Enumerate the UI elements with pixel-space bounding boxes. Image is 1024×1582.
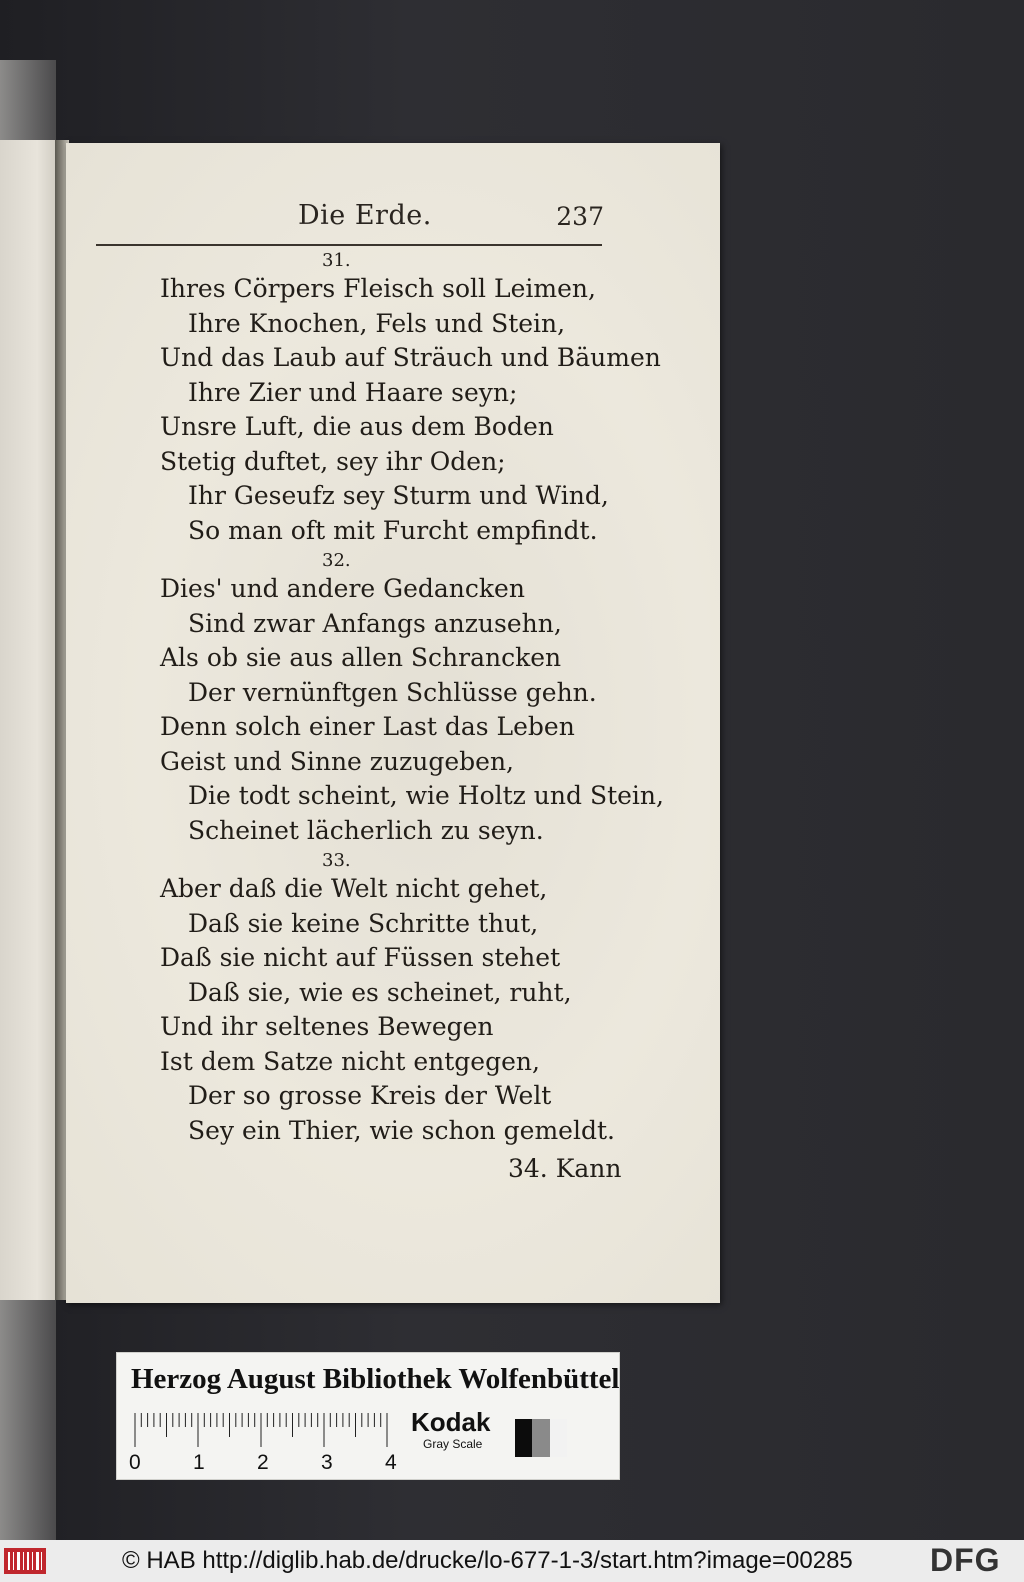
gray-scale-patches xyxy=(515,1419,567,1457)
stanza xyxy=(160,850,620,1148)
source-link[interactable]: © HAB http://diglib.hab.de/drucke/lo-677-1-3/start.htm?image=00285 xyxy=(122,1547,853,1574)
ruler-numbers xyxy=(127,1451,407,1475)
verse-line: Scheinet lächerlich zu seyn. xyxy=(188,815,544,845)
gray-scale-label: Gray Scale xyxy=(423,1437,483,1451)
page-number: 237 xyxy=(556,202,604,231)
verse-line: Ihre Zier und Haare seyn; xyxy=(188,377,518,407)
library-name: Herzog August Bibliothek Wolfenbüttel xyxy=(131,1363,620,1395)
facing-page xyxy=(0,140,62,1300)
footer-bar xyxy=(0,1540,1024,1582)
verse-line: Unsre Luft, die aus dem Boden xyxy=(160,412,554,441)
stanza xyxy=(160,250,661,548)
gray-patch-black xyxy=(515,1419,532,1457)
verse-line: Daß sie nicht auf Füssen stehet xyxy=(160,943,561,972)
ruler-number: 2 xyxy=(257,1451,269,1474)
verse-line: Und ihr seltenes Bewegen xyxy=(160,1012,494,1041)
verse-line: Daß sie keine Schritte thut, xyxy=(188,908,539,938)
verse-line: Sind zwar Anfangs anzusehn, xyxy=(188,608,562,638)
ruler-number: 3 xyxy=(321,1451,333,1474)
kodak-logo: Kodak xyxy=(411,1407,491,1437)
verse-line: Der vernünftgen Schlüsse gehn. xyxy=(188,677,597,707)
verse-line: Geist und Sinne zuzugeben, xyxy=(160,746,514,776)
verse-line: Die todt scheint, wie Holtz und Stein, xyxy=(188,781,664,810)
stanza xyxy=(160,550,664,848)
verse-line: Stetig duftet, sey ihr Oden; xyxy=(160,446,506,476)
verse-line: Aber daß die Welt nicht gehet, xyxy=(160,874,548,903)
verse-line: Und das Laub auf Sträuch und Bäumen xyxy=(160,343,661,372)
header-rule xyxy=(96,244,602,246)
verse-line: Ihre Knochen, Fels und Stein, xyxy=(188,308,566,338)
verse-line: Sey ein Thier, wie schon gemeldt. xyxy=(188,1115,615,1145)
gray-patch-mid xyxy=(532,1419,549,1457)
barcode-icon xyxy=(4,1548,46,1574)
verse-line: So man oft mit Furcht empfindt. xyxy=(188,515,598,545)
poem-text xyxy=(160,250,664,1150)
color-calibration-card xyxy=(116,1352,620,1480)
verse-line: Ihres Cörpers Fleisch soll Leimen, xyxy=(160,274,596,303)
ruler-number: 0 xyxy=(129,1451,141,1474)
verse-line: Daß sie, wie es scheinet, ruht, xyxy=(188,977,572,1007)
ruler-scale xyxy=(133,1411,389,1447)
dfg-logo: DFG xyxy=(930,1542,1001,1578)
stanza-number: 33. xyxy=(322,850,351,871)
running-title: Die Erde. xyxy=(298,200,432,231)
verse-line: Dies' und andere Gedancken xyxy=(160,574,525,603)
verse-line: Ist dem Satze nicht entgegen, xyxy=(160,1046,540,1076)
stanza-number: 32. xyxy=(322,550,351,571)
verse-line: Denn solch einer Last das Leben xyxy=(160,712,575,741)
verse-line: Ihr Geseufz sey Sturm und Wind, xyxy=(188,481,609,510)
verse-line: Der so grosse Kreis der Welt xyxy=(188,1081,552,1110)
ruler-number: 1 xyxy=(193,1451,205,1474)
verse-line: Als ob sie aus allen Schrancken xyxy=(160,643,562,672)
stanza-number: 31. xyxy=(322,250,351,271)
ruler-number: 4 xyxy=(385,1451,397,1474)
gray-patch-white xyxy=(550,1419,567,1457)
page-header xyxy=(98,198,606,244)
catchword: 34. Kann xyxy=(508,1154,622,1183)
